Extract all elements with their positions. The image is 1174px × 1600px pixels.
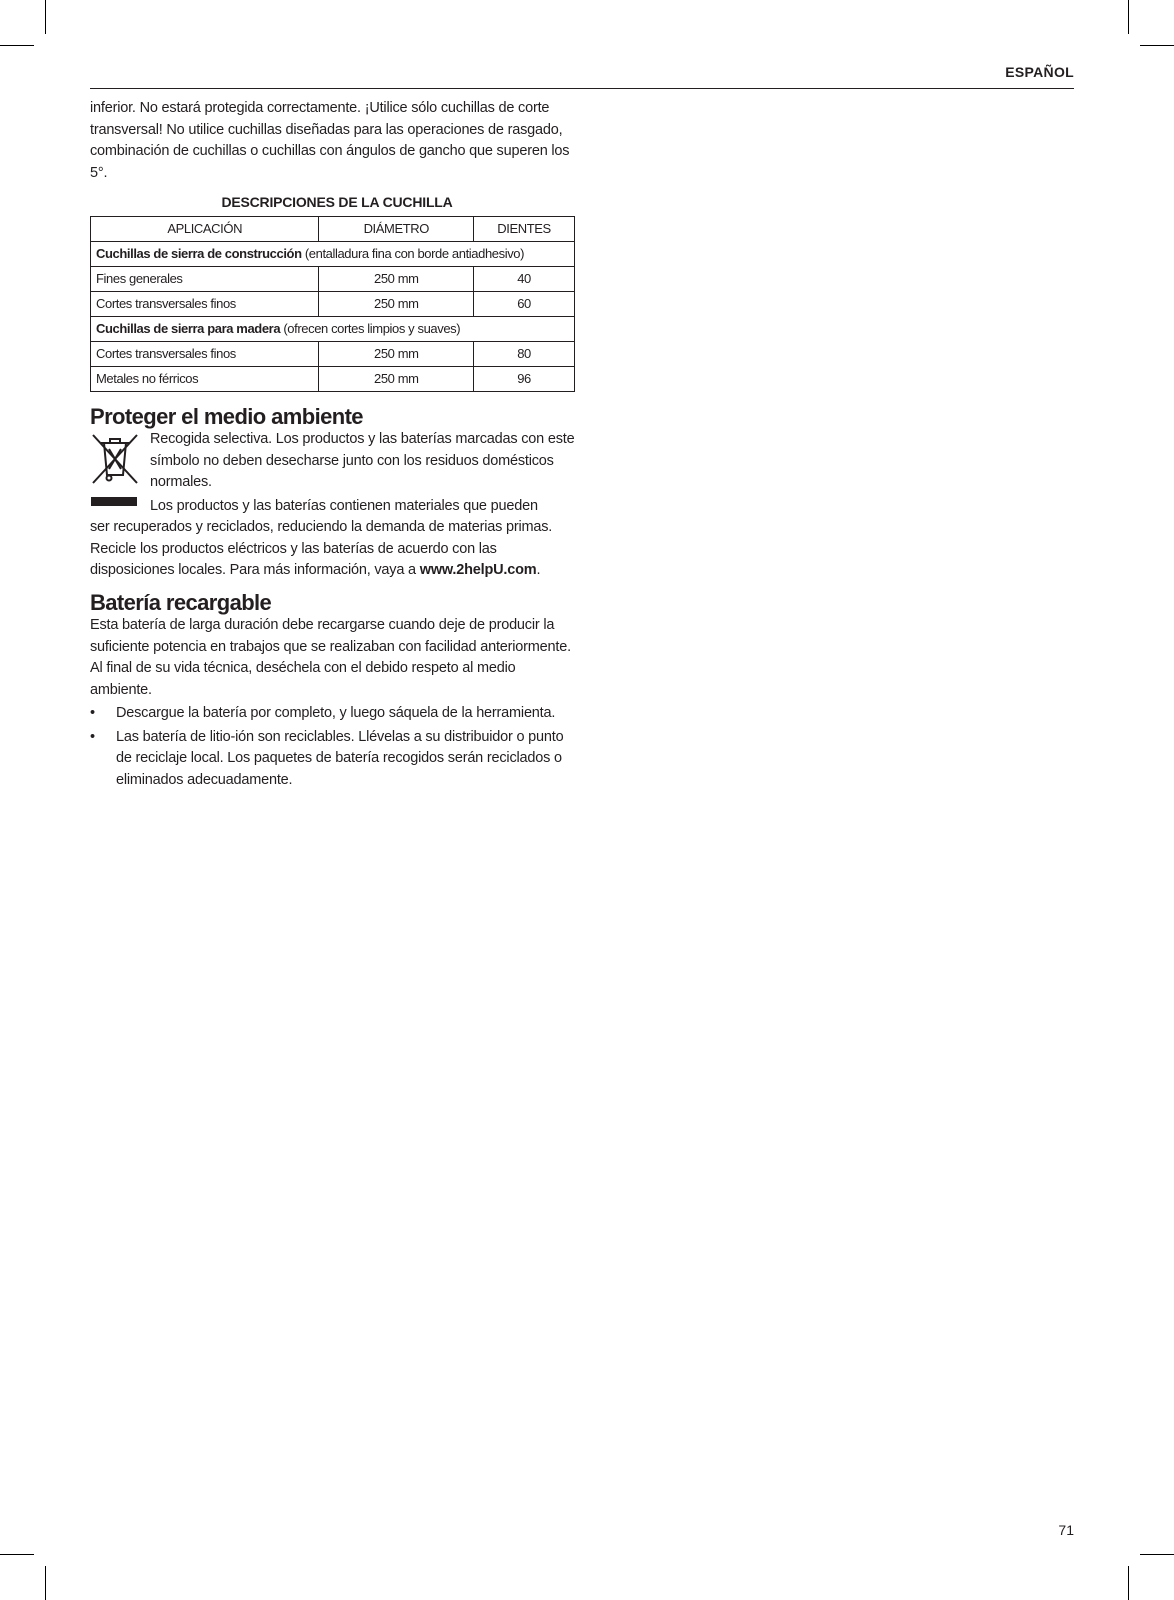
list-item-text: Descargue la batería por completo, y luego sáquela de la herramienta. <box>116 705 556 721</box>
table-row <box>91 266 575 291</box>
cell-diameter: 250 mm <box>319 266 474 291</box>
environment-paragraph-2-rest: ser recuperados y reciclados, reduciendo la demanda de materias primas. Recicle los productos eléctricos y las baterías de acuerdo con las disposiciones locales. Para más información, vaya a www.2helpU.com. <box>90 519 553 578</box>
battery-paragraph: Esta batería de larga duración debe recargarse cuando deje de producir la suficiente potencia en trabajos que se realizaban con facilidad anteriormente. Al final de su vida técnica, deséchela con el debido respeto al medio ambiente. <box>90 617 571 698</box>
column-header: DIÁMETRO <box>319 216 474 241</box>
cell-application: Fines generales <box>91 266 319 291</box>
bullet-marker: • <box>90 705 95 721</box>
help-website-link[interactable]: www.2helpU.com <box>419 562 537 578</box>
environment-paragraph-1: Recogida selectiva. Los productos y las baterías marcadas con este símbolo no deben desecharse junto con los residuos domésticos normales. <box>150 431 575 490</box>
group-name: Cuchillas de sierra de construcción <box>96 245 302 261</box>
group-note: (ofrecen cortes limpios y suaves) <box>283 320 461 336</box>
blade-table-title: DESCRIPCIONES DE LA CUCHILLA <box>221 194 453 210</box>
intro-paragraph: inferior. No estará protegida correctamente. ¡Utilice sólo cuchillas de corte transversal! No utilice cuchillas diseñadas para las operaciones de rasgado, combinación de cuchillas o cuchillas con ángulos de gancho que superen los 5°. <box>90 100 570 181</box>
environment-section <box>90 429 578 582</box>
crop-mark <box>1140 1554 1174 1555</box>
cell-teeth: 40 <box>474 266 575 291</box>
table-row <box>91 366 575 391</box>
crossed-out-bin-icon <box>90 431 140 509</box>
battery-bullet-list <box>90 703 578 791</box>
column-header: DIENTES <box>474 216 575 241</box>
crop-mark <box>45 0 46 34</box>
page-number: 71 <box>1058 1522 1074 1538</box>
crop-mark <box>0 45 34 46</box>
group-name: Cuchillas de sierra para madera <box>96 320 281 336</box>
table-group-row <box>91 241 575 266</box>
crop-mark <box>45 1566 46 1600</box>
cell-teeth: 80 <box>474 341 575 366</box>
language-label: ESPAÑOL <box>1005 64 1074 80</box>
column-header: APLICACIÓN <box>91 216 319 241</box>
battery-heading: Batería recargable <box>90 589 272 615</box>
crop-mark <box>0 1554 34 1555</box>
cell-diameter: 250 mm <box>319 341 474 366</box>
list-item <box>90 727 578 792</box>
crop-mark <box>1140 45 1174 46</box>
cell-diameter: 250 mm <box>319 366 474 391</box>
environment-paragraph-2-start: Los productos y las baterías contienen materiales que pueden <box>150 497 538 514</box>
list-item-text: Las batería de litio-ión son reciclables. Llévelas a su distribuidor o punto de reciclaje local. Los paquetes de batería recogidos serán reciclados o eliminados adecuadamente. <box>116 728 564 788</box>
cell-application: Cortes transversales finos <box>91 291 319 316</box>
table-row <box>91 341 575 366</box>
main-column <box>90 98 578 793</box>
group-note: (entalladura fina con borde antiadhesivo) <box>304 245 525 261</box>
cell-application: Metales no férricos <box>91 366 319 391</box>
bullet-marker: • <box>90 728 95 745</box>
table-row <box>91 291 575 316</box>
cell-diameter: 250 mm <box>319 291 474 316</box>
cell-teeth: 96 <box>474 366 575 391</box>
environment-heading: Proteger el medio ambiente <box>90 403 363 429</box>
list-item <box>90 703 578 725</box>
crop-mark <box>1128 1566 1129 1600</box>
crop-mark <box>1128 0 1129 34</box>
cell-application: Cortes transversales finos <box>91 341 319 366</box>
cell-teeth: 60 <box>474 291 575 316</box>
table-header-row <box>91 216 575 241</box>
table-group-row <box>91 316 575 341</box>
blade-table <box>90 216 575 392</box>
header-rule <box>90 88 1074 89</box>
